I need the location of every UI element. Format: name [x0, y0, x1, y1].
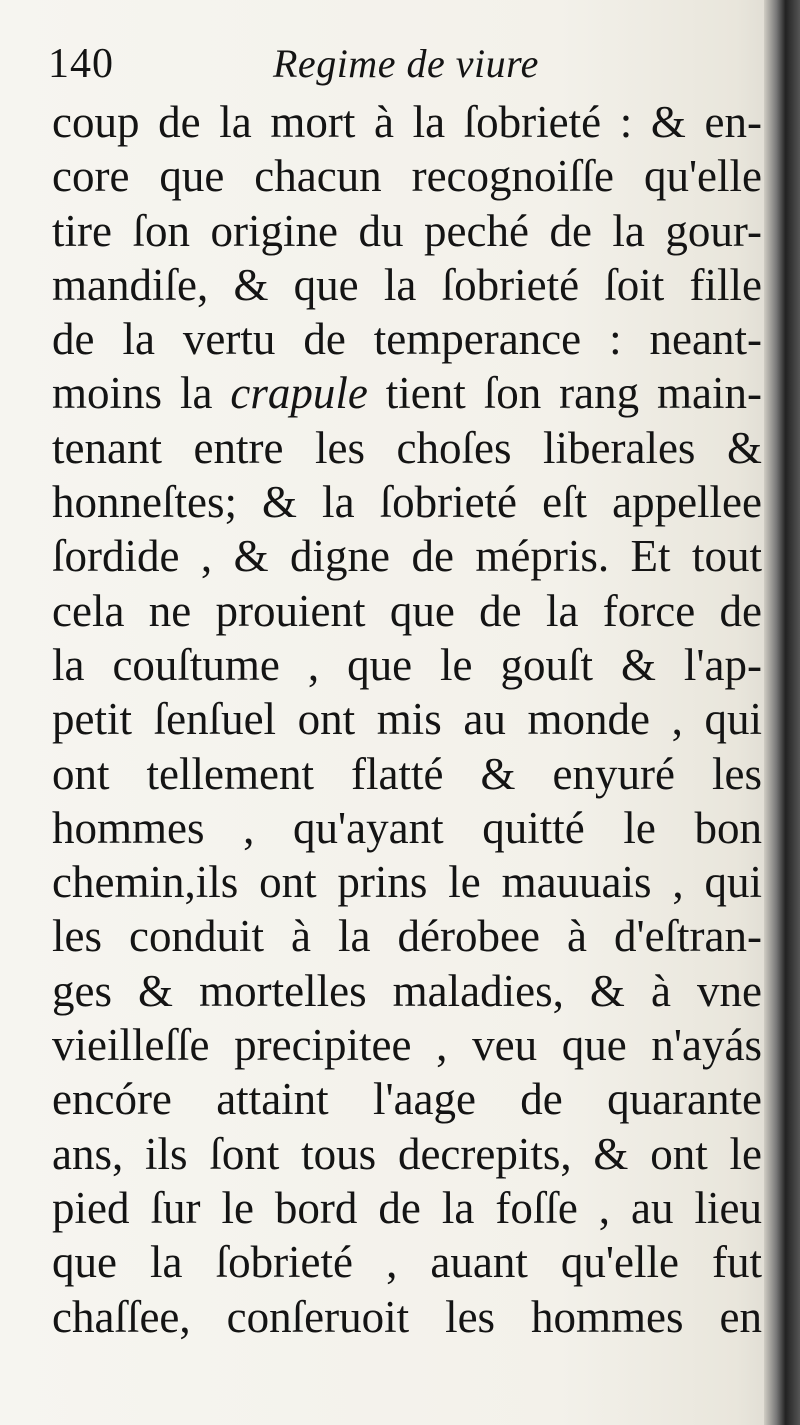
text-line	[52, 475, 762, 529]
line-text: les conduit à la dérobee à d'eſtran-	[52, 911, 762, 962]
text-line	[52, 529, 762, 583]
line-text: tenant entre les choſes liberales &	[52, 422, 762, 473]
text-line	[52, 1290, 762, 1344]
italic-word: crapule	[230, 368, 368, 419]
line-text: tire ſon origine du peché de la gour-	[52, 205, 762, 256]
line-text: chemin,ils ont prins le mauuais , qui	[52, 857, 762, 908]
page-number: 140	[48, 41, 114, 87]
line-text: ans, ils ſont tous decrepits, & ont le	[52, 1128, 762, 1179]
text-line	[52, 149, 762, 203]
text-line	[52, 964, 762, 1018]
line-text: de la vertu de temperance : neant-	[52, 314, 762, 365]
line-text: ges & mortelles maladies, & à vne	[52, 965, 762, 1016]
body-text	[52, 95, 762, 1344]
line-text: ſordide , & digne de mépris. Et tout	[52, 531, 762, 582]
line-text-before: moins la	[52, 368, 231, 419]
text-line	[52, 366, 762, 420]
line-text: petit ſenſuel ont mis au monde , qui	[52, 694, 762, 745]
line-text: core que chacun recognoiſſe qu'elle	[52, 151, 762, 202]
line-text: que la ſobrieté , auant qu'elle fut	[52, 1237, 762, 1288]
text-line	[52, 584, 762, 638]
text-line	[52, 692, 762, 746]
text-line	[52, 95, 762, 149]
running-title: Regime de viure	[273, 41, 539, 86]
text-line	[52, 638, 762, 692]
running-head	[48, 40, 748, 100]
line-text: ont tellement flatté & enyuré les	[52, 748, 762, 799]
text-line	[52, 855, 762, 909]
text-line	[52, 1235, 762, 1289]
line-text-after: tient ſon rang main-	[367, 368, 762, 419]
text-line	[52, 801, 762, 855]
line-text: coup de la mort à la ſobrieté : & en-	[52, 97, 762, 147]
text-line	[52, 909, 762, 963]
line-text: vieilleſſe precipitee , veu que n'ayás	[52, 1020, 762, 1071]
line-text-mixed	[52, 366, 762, 420]
line-text: encóre attaint l'aage de quarante	[52, 1074, 762, 1125]
line-text: hommes , qu'ayant quitté le bon	[52, 802, 762, 853]
line-text: pied ſur le bord de la foſſe , au lieu	[52, 1182, 762, 1233]
line-text: la couſtume , que le gouſt & l'ap-	[52, 639, 762, 690]
line-text: chaſſee, conſeruoit les hommes en	[52, 1291, 762, 1342]
text-line	[52, 204, 762, 258]
line-text: cela ne prouient que de la force de	[52, 585, 762, 636]
text-line	[52, 312, 762, 366]
text-line	[52, 1127, 762, 1181]
line-text: honneſtes; & la ſobrieté eſt appellee	[52, 477, 762, 528]
text-line	[52, 258, 762, 312]
text-line	[52, 1181, 762, 1235]
line-text: mandiſe, & que la ſobrieté ſoit fille	[52, 259, 762, 310]
text-line	[52, 1018, 762, 1072]
text-line	[52, 1072, 762, 1126]
book-spine	[764, 0, 800, 1425]
text-line	[52, 747, 762, 801]
text-line	[52, 421, 762, 475]
